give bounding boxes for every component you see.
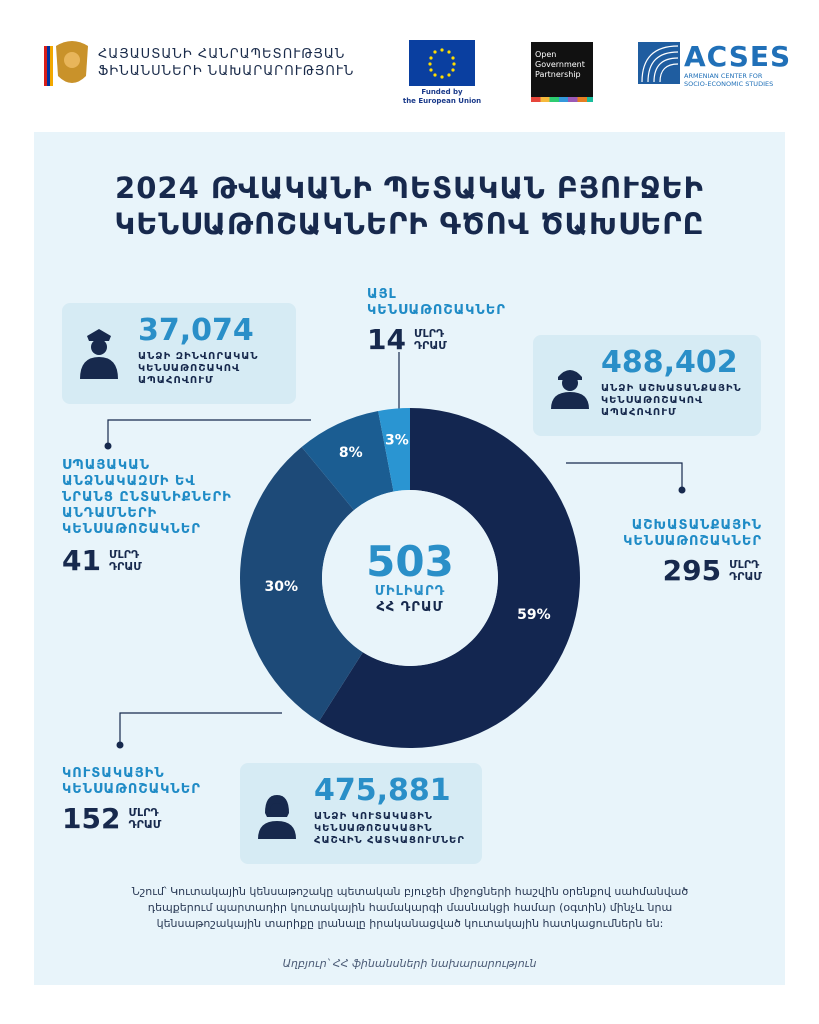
funded-caption-1: ԱՆՁԻ ԿՈՒՏԱԿԱՅԻՆ: [314, 811, 433, 822]
special-label-2: ԱՆՁՆԱԿԱԶՄԻ ԵՎ: [62, 474, 196, 489]
special-label-5: ԿԵՆՍԱԹՈՇԱԿՆԵՐ: [62, 522, 201, 537]
other-unit-2: ԴՐԱՄ: [413, 338, 447, 352]
military-count: 37,074: [138, 313, 254, 348]
slice-military-percent: 8%: [338, 445, 363, 462]
military-caption-3: ԱՊԱՀՈՎՈՒՄ: [138, 375, 214, 386]
worker-person-icon: [549, 363, 591, 409]
eu-line-1: Funded by: [421, 88, 463, 96]
slice-funded-percent: 30%: [264, 579, 299, 596]
ministry-line-2: ՖԻՆԱՆՍՆԵՐԻ ՆԱԽԱՐԱՐՈՒԹՅՈՒՆ: [98, 64, 355, 79]
card-labor: [533, 335, 761, 436]
segment-other-label: [367, 287, 506, 356]
funded-label-2: ԿԵՆՍԱԹՈՇԱԿՆԵՐ: [62, 782, 201, 797]
center-total: 503: [366, 537, 454, 586]
other-label-2: ԿԵՆՍԱԹՈՇԱԿՆԵՐ: [367, 303, 506, 318]
funded-caption: [314, 811, 465, 847]
funded-amount: 152: [62, 802, 121, 835]
special-label-3: ՆՐԱՆՑ ԸՆՏԱՆԻՔՆԵՐԻ: [62, 490, 232, 505]
ministry-line-1: ՀԱՅԱՍՏԱՆԻ ՀԱՆՐԱՊԵՏՈՒԹՅԱՆ: [98, 47, 346, 62]
leader-dot-labor: [679, 487, 686, 494]
leader-dot-special: [105, 443, 112, 450]
card-funded: [240, 763, 482, 864]
leader-line-labor: [566, 463, 682, 490]
funded-count: 475,881: [314, 773, 451, 808]
labor-caption-1: ԱՆՁԻ ԱՇԽԱՏԱՆՔԱՅԻՆ: [601, 383, 742, 394]
military-caption-2: ԿԵՆՍԱԹՈՇԱԿՈՎ: [138, 363, 241, 374]
footnote-line-3: կենսաթոշակային տարիքը լրանալը իրականացված կուտակային հատկացումներն են:: [156, 917, 664, 930]
funded-caption-3: ՀԱՇՎԻՆ ՀԱՏԿԱՑՈՒՄՆԵՐ: [314, 835, 465, 846]
special-label-1: ՍՊԱՅԱԿԱՆ: [62, 458, 151, 473]
center-unit-2: ՀՀ ԴՐԱՄ: [376, 600, 444, 615]
ogp-line-3: Partnership: [535, 70, 581, 79]
title-line-2: ԿԵՆՍԱԹՈՇԱԿՆԵՐԻ ԳԾՈՎ ԾԱԽՍԵՐԸ: [114, 207, 705, 241]
military-caption-1: ԱՆՁԻ ԶԻՆՎՈՐԱԿԱՆ: [138, 351, 259, 362]
segment-special-label: [62, 458, 232, 577]
ogp-line-1: Open: [535, 50, 557, 59]
labor-caption: [601, 383, 742, 419]
funded-caption-2: ԿԵՆՍԱԹՈՇԱԿԱՅԻՆ: [314, 823, 433, 834]
labor-unit-2: ԴՐԱՄ: [729, 569, 762, 583]
military-caption: [138, 351, 259, 387]
special-unit-2: ԴՐԱՄ: [108, 559, 142, 573]
center-unit-1: ՄԻԼԻԱՐԴ: [374, 584, 446, 599]
woman-person-icon: [256, 791, 298, 839]
special-amount: 41: [62, 544, 101, 577]
slice-other-percent: 3%: [385, 432, 409, 449]
labor-amount: 295: [662, 554, 722, 587]
special-label-4: ԱՆԴԱՄՆԵՐԻ: [62, 506, 158, 521]
labor-label-1: ԱՇԽԱՏԱՆՔԱՅԻՆ: [631, 518, 762, 533]
leader-dot-funded: [117, 742, 124, 749]
funded-unit-1: ՄԼՐԴ: [128, 805, 159, 819]
military-person-icon: [78, 327, 120, 379]
other-label-1: ԱՅԼ: [367, 287, 397, 302]
funded-label-1: ԿՈՒՏԱԿԱՅԻՆ: [62, 766, 165, 781]
labor-count: 488,402: [601, 345, 738, 380]
source-credit: Աղբյուր՝ ՀՀ ֆինանսների նախարարություն: [282, 957, 537, 970]
special-unit-1: ՄԼՐԴ: [108, 547, 140, 561]
card-military: [62, 303, 296, 404]
ogp-line-2: Government: [535, 60, 585, 69]
acses-name: ACSES: [684, 40, 792, 73]
segment-labor-label: [590, 518, 762, 587]
other-amount: 14: [367, 323, 406, 356]
other-unit-1: ՄԼՐԴ: [413, 326, 445, 340]
footnote-line-2: դեպքերում պարտադիր կուտակային համակարգի մասնակցի համար (օգտին) մինչև նրա: [147, 901, 673, 914]
acses-sub-line-1: ARMENIAN CENTER FOR: [684, 72, 763, 80]
slice-labor-percent: 59%: [517, 606, 551, 623]
donut-center: [330, 537, 490, 616]
footnote-line-1: Նշում՝ Կուտակային կենսաթոշակը պետական բյուջեի միջոցների հաշվին օրենքով սահմանված: [131, 885, 689, 898]
acses-sub-line-2: SOCIO-ECONOMIC STUDIES: [684, 80, 774, 88]
eu-line-2: the European Union: [402, 97, 482, 105]
labor-label-2: ԿԵՆՍԱԹՈՇԱԿՆԵՐ: [623, 534, 762, 549]
footnote: [110, 884, 710, 932]
segment-funded-label: [62, 766, 201, 835]
title-line-1: 2024 ԹՎԱԿԱՆԻ ՊԵՏԱԿԱՆ ԲՅՈՒՋԵԻ: [115, 171, 704, 205]
funded-unit-2: ԴՐԱՄ: [128, 817, 162, 831]
labor-caption-2: ԿԵՆՍԱԹՈՇԱԿՈՎ: [601, 395, 704, 406]
labor-caption-3: ԱՊԱՀՈՎՈՒՄ: [601, 407, 677, 418]
labor-unit-1: ՄԼՐԴ: [729, 557, 760, 571]
